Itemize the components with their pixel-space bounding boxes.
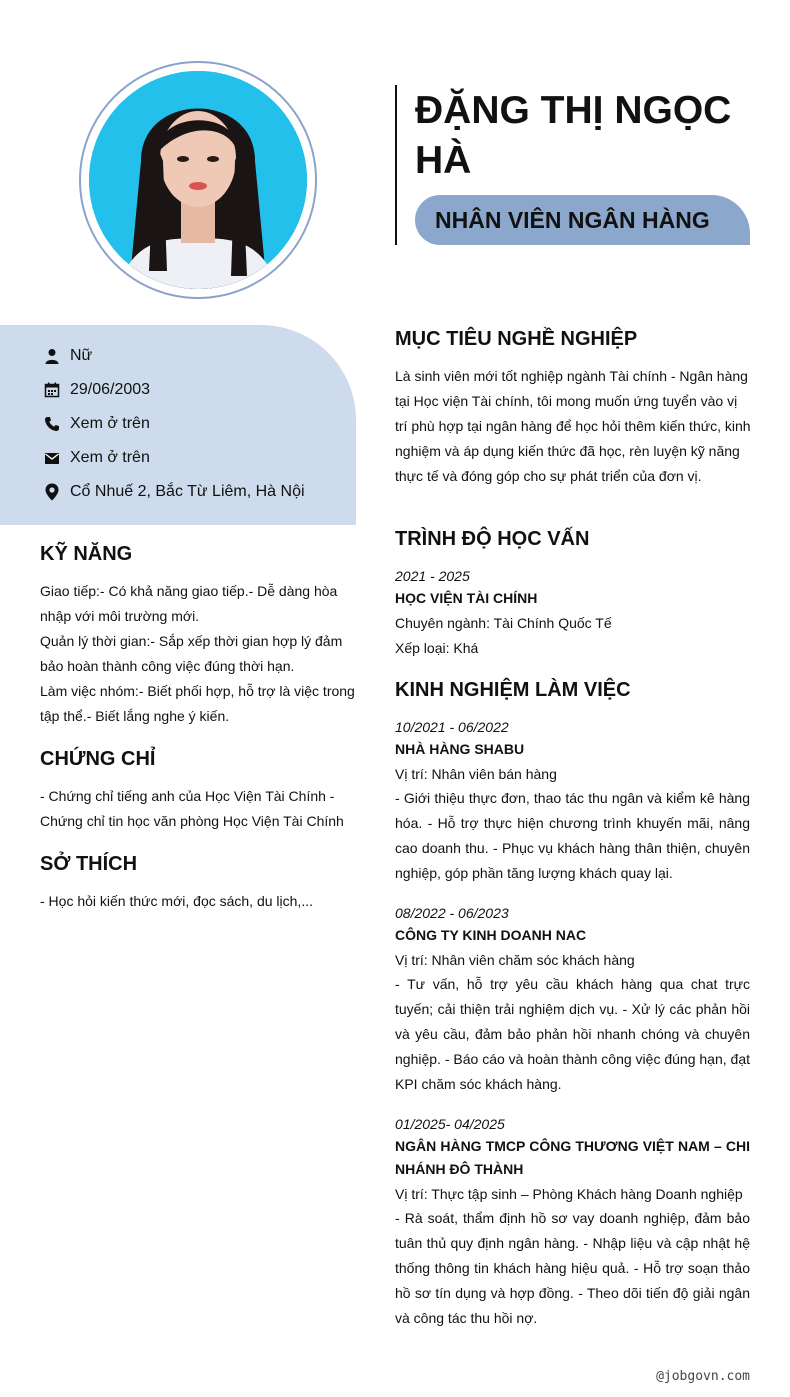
experience-heading: KINH NGHIỆM LÀM VIỆC bbox=[395, 679, 631, 701]
objective-text: Là sinh viên mới tốt nghiệp ngành Tài chính - Ngân hàng tại Học viện Tài chính, tôi mong muốn ứng tuyển vào vị trí phù hợp tại ngân hàng để học hỏi thêm kiến thức, kinh nghiệm và áp dụng kiến thức đã học, rèn luyện kỹ năng thực tế và đóng góp cho sự phát triển của đơn vị. bbox=[395, 368, 751, 484]
calendar-icon bbox=[42, 380, 62, 400]
phone-icon bbox=[42, 414, 62, 434]
job-period: 10/2021 - 06/2022 bbox=[395, 719, 509, 735]
contact-gender bbox=[42, 345, 92, 367]
role-title: NHÂN VIÊN NGÂN HÀNG bbox=[435, 207, 710, 233]
skill-item: Quản lý thời gian:- Sắp xếp thời gian hợp lý đảm bảo hoàn thành công việc đúng thời hạn. bbox=[40, 633, 343, 674]
skill-item: Làm việc nhóm:- Biết phối hợp, hỗ trợ là việc trong tập thể.- Biết lắng nghe ý kiến. bbox=[40, 683, 355, 724]
header-divider bbox=[395, 85, 397, 245]
watermark: @jobgovn.com bbox=[656, 1369, 750, 1384]
hobbies-heading: SỞ THÍCH bbox=[40, 853, 138, 875]
birthday-text: 29/06/2003 bbox=[70, 381, 151, 398]
email-text[interactable]: Xem ở trên bbox=[70, 449, 150, 466]
contact-phone bbox=[42, 413, 150, 435]
job-position: Vị trí: Nhân viên chăm sóc khách hàng bbox=[395, 952, 635, 968]
skill-item: Giao tiếp:- Có khả năng giao tiếp.- Dễ dàng hòa nhập với môi trường mới. bbox=[40, 583, 338, 624]
education-period: 2021 - 2025 bbox=[395, 568, 470, 584]
location-pin-icon bbox=[42, 482, 62, 502]
contact-email bbox=[42, 447, 150, 469]
job-description: - Tư vấn, hỗ trợ yêu cầu khách hàng qua chat trực tuyến; cải thiện trải nghiệm dịch vụ. - Xử lý các phản hồi và yêu cầu, đảm bảo phản hồi nhanh chóng và chuyên nghiệp. - Báo cáo và hoàn thành công việc đúng hạn, đạt KPI chăm sóc khách hàng. bbox=[395, 976, 750, 1092]
job-company: CÔNG TY KINH DOANH NAC bbox=[395, 927, 587, 943]
phone-text[interactable]: Xem ở trên bbox=[70, 415, 150, 432]
skills-list bbox=[40, 579, 355, 729]
profile-photo bbox=[89, 71, 307, 289]
education-grade: Xếp loại: Khá bbox=[395, 640, 479, 656]
job-position: Vị trí: Nhân viên bán hàng bbox=[395, 766, 557, 782]
role-badge bbox=[415, 195, 750, 245]
address-text: Cổ Nhuế 2, Bắc Từ Liêm, Hà Nội bbox=[70, 483, 305, 500]
education-major: Chuyên ngành: Tài Chính Quốc Tế bbox=[395, 615, 612, 631]
gender-text: Nữ bbox=[70, 347, 93, 364]
contact-address bbox=[42, 481, 305, 503]
mail-icon bbox=[42, 448, 62, 468]
job-description: - Rà soát, thẩm định hồ sơ vay doanh nghiệp, đảm bảo tuân thủ quy định ngân hàng. - Nhập liệu và cập nhật hệ thống thông tin khách hàng hiệu quả. - Hỗ trợ soạn thảo hồ sơ tín dụng và hợp đồng. - Theo dõi tiến độ giải ngân và công tác thu hồi nợ. bbox=[395, 1210, 750, 1326]
job-position: Vị trí: Thực tập sinh – Phòng Khách hàng Doanh nghiệp bbox=[395, 1186, 743, 1202]
portrait-illustration bbox=[89, 71, 307, 289]
objective-heading: MỤC TIÊU NGHỀ NGHIỆP bbox=[395, 328, 638, 350]
hobbies-text: - Học hỏi kiến thức mới, đọc sách, du lịch,... bbox=[40, 893, 313, 909]
education-school: HỌC VIỆN TÀI CHÍNH bbox=[395, 590, 538, 606]
contact-birthday bbox=[42, 379, 150, 401]
job-period: 08/2022 - 06/2023 bbox=[395, 905, 509, 921]
certificates-heading: CHỨNG CHỈ bbox=[40, 748, 156, 770]
job-company: NHÀ HÀNG SHABU bbox=[395, 741, 525, 757]
person-icon bbox=[42, 346, 62, 366]
education-heading: TRÌNH ĐỘ HỌC VẤN bbox=[395, 528, 590, 550]
certificates-text: - Chứng chỉ tiếng anh của Học Viện Tài Chính - Chứng chỉ tin học văn phòng Học Viện Tài Chính bbox=[40, 788, 344, 829]
profile-photo-frame bbox=[79, 61, 317, 299]
candidate-name: ĐẶNG THỊ NGỌC HÀ bbox=[415, 89, 732, 182]
job-company: NGÂN HÀNG TMCP CÔNG THƯƠNG VIỆT NAM – CHI NHÁNH ĐÔ THÀNH bbox=[395, 1138, 750, 1177]
job-description: - Giới thiệu thực đơn, thao tác thu ngân và kiểm kê hàng hóa. - Hỗ trợ thực hiện chương trình khuyến mãi, nâng cao doanh thu. - Phục vụ khách hàng thân thiện, chuyên nghiệp, góp phần tăng lượng khách quay lại. bbox=[395, 790, 750, 881]
skills-heading: KỸ NĂNG bbox=[40, 543, 133, 565]
job-period: 01/2025- 04/2025 bbox=[395, 1116, 505, 1132]
